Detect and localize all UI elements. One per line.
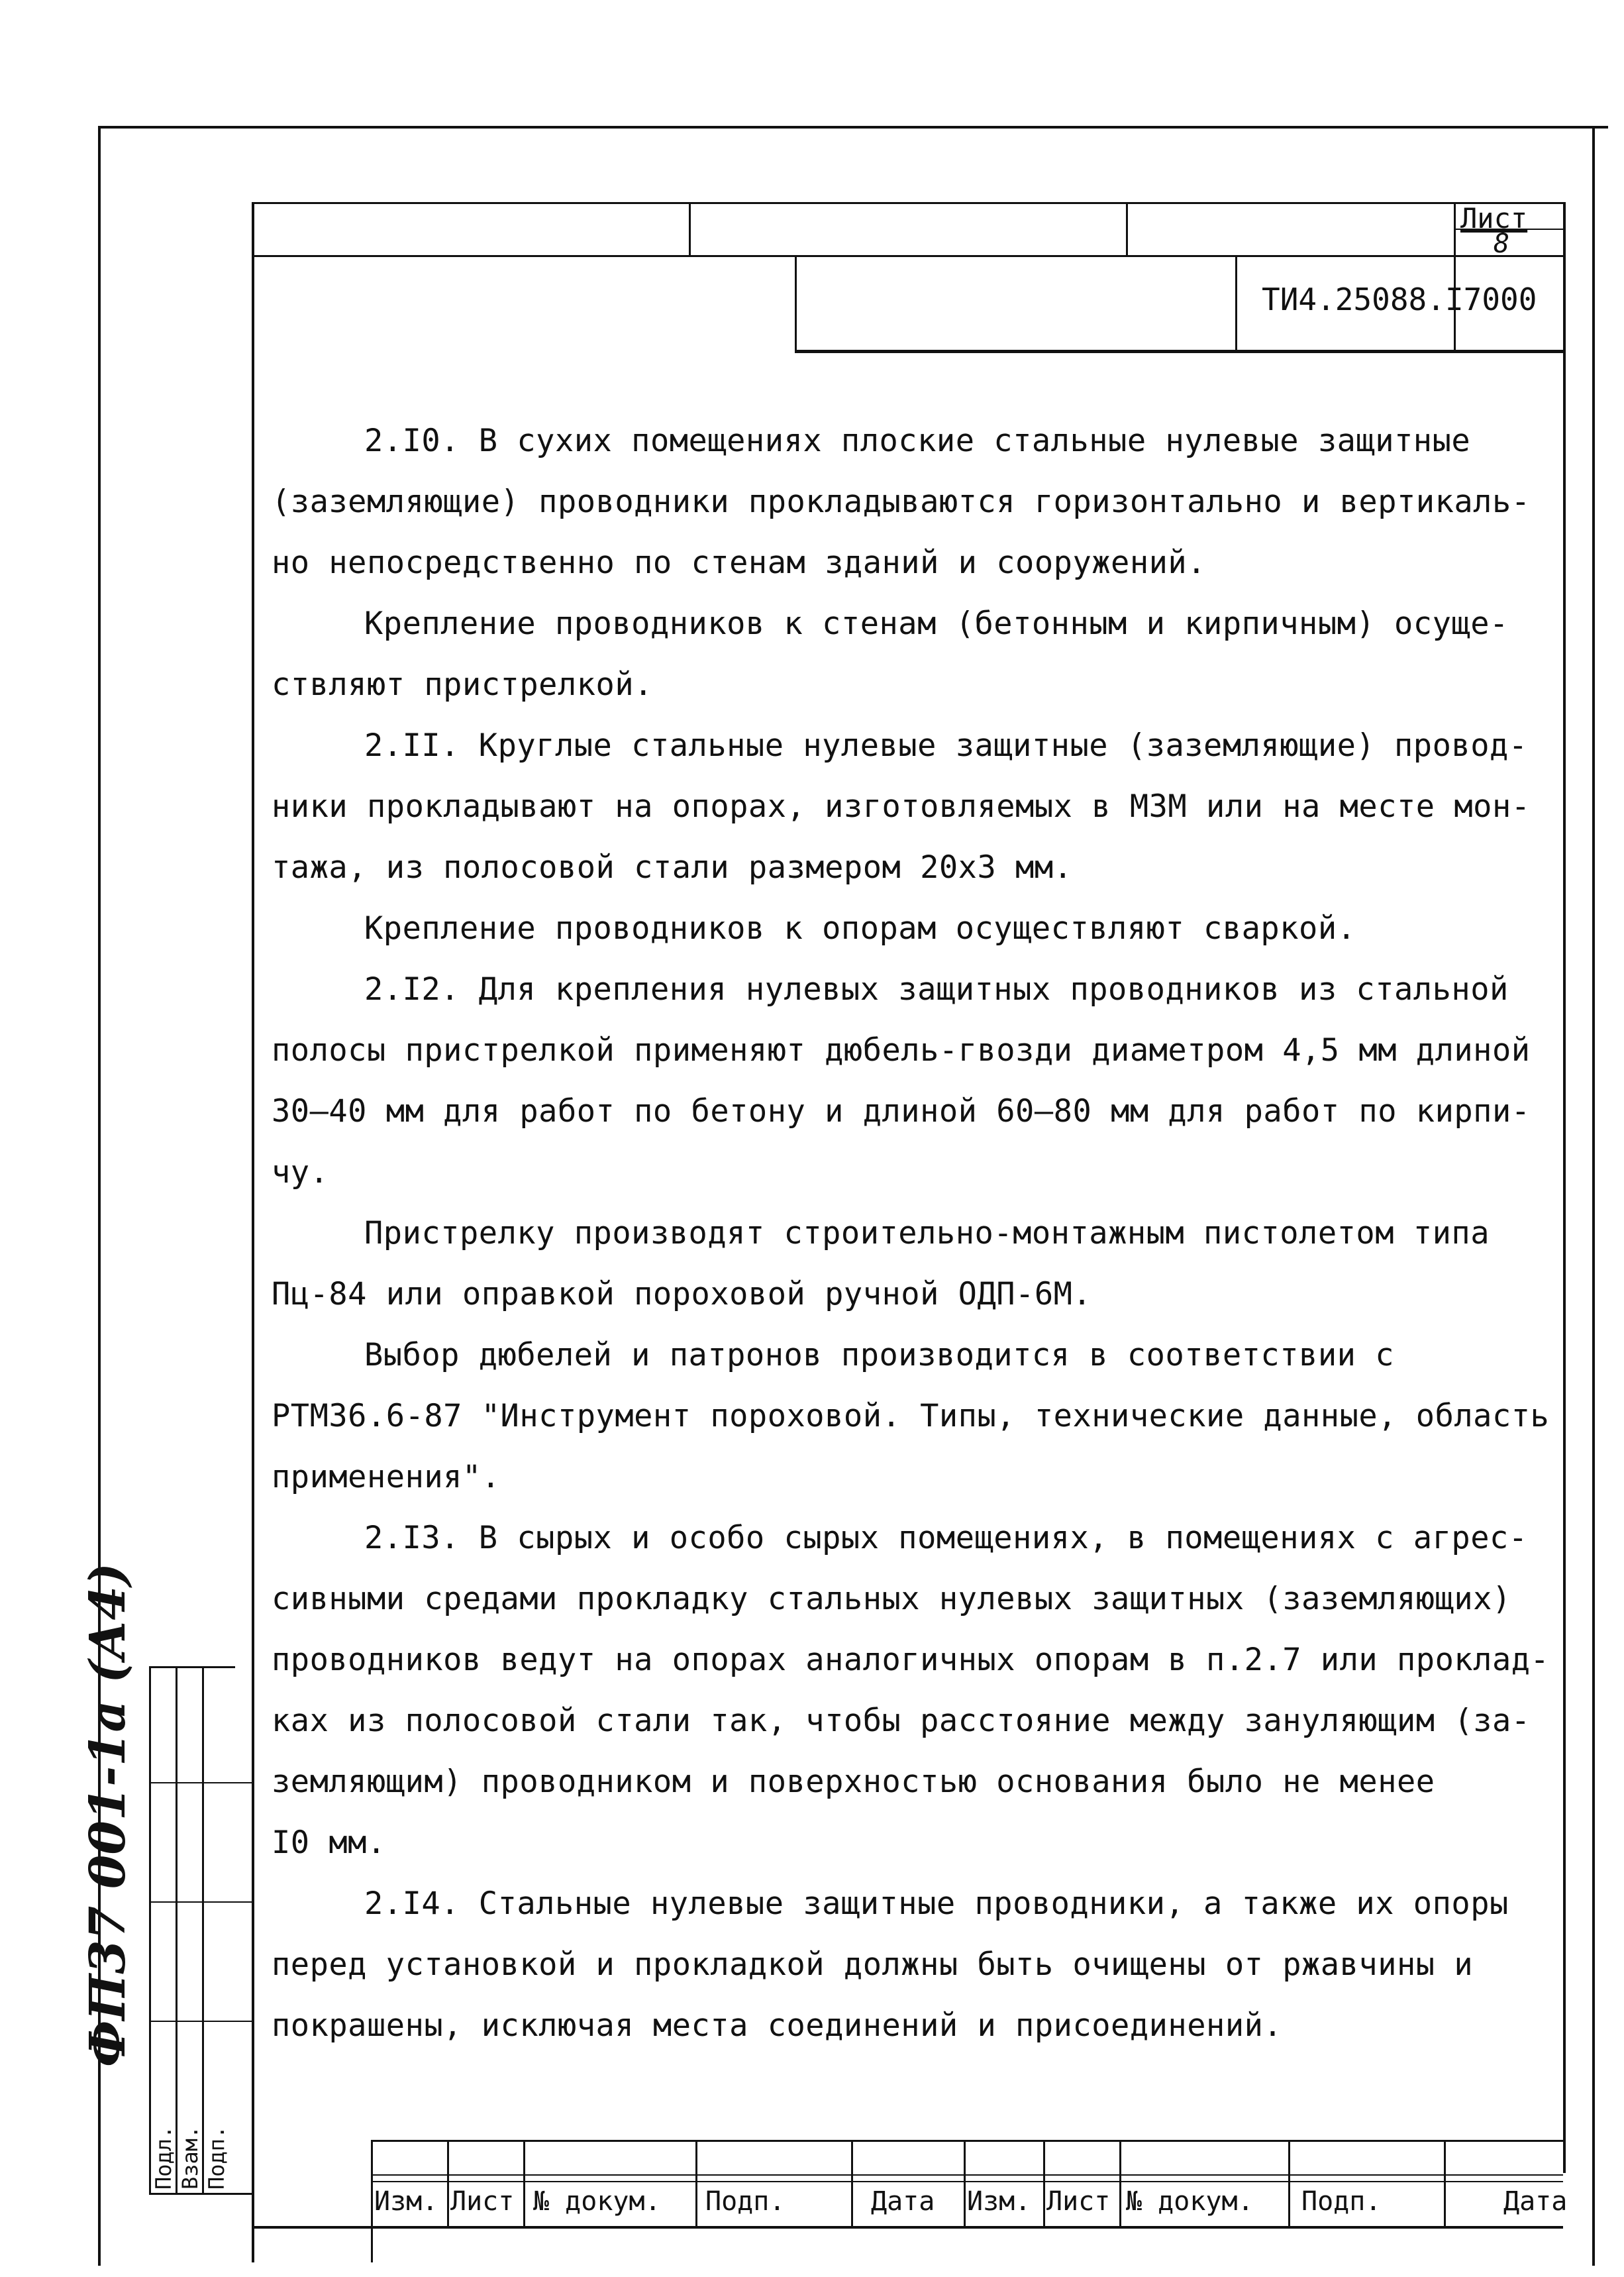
text-line: Пц-84 или оправкой пороховой ручной ОДП-6М. [272,1276,1092,1312]
sheet-number: 8 [1494,229,1510,259]
document-body [272,411,1550,2056]
stamp-cell-change: Изм. [967,2186,1031,2217]
stamp-cell-date: Дата [871,2186,935,2217]
outer-frame-top [98,126,1608,129]
inner-frame-right [1563,202,1566,2173]
form-code-label: ФП37 001-1а (А4) [79,1562,136,2067]
document-code: ТИ4.25088.I7000 [1262,282,1537,317]
text-line: РТМ36.6-87 "Инструмент пороховой. Типы, технические данные, область [272,1398,1550,1434]
inner-frame-left [252,202,254,2262]
text-line: тажа, из полосовой стали размером 20х3 мм. [272,849,1073,886]
sheet-label: Лист [1460,202,1528,235]
text-line: ках из полосовой стали так, чтобы расстояние между зануляющим (за- [272,1703,1531,1739]
text-line: ствляют пристрелкой. [272,666,653,703]
text-line: 2.I2. Для крепления нулевых защитных проводников из стальной [364,971,1509,1008]
side-label-replaced: Взам. [178,2125,203,2190]
text-line: I0 мм. [272,1825,386,1861]
side-label-signature: Подп. [204,2125,229,2190]
text-line: покрашены, исключая места соединений и присоединений. [272,2007,1283,2044]
text-line: применения". [272,1459,501,1495]
text-line: земляющим) проводником и поверхностью основания было не менее [272,1764,1435,1800]
stamp-cell-date: Дата [1503,2186,1568,2217]
outer-frame-right [1592,126,1595,2266]
stamp-cell-change: Изм. [374,2186,438,2217]
text-line: чу. [272,1154,329,1191]
text-line: 2.I3. В сырых и особо сырых помещениях, в помещениях с агрес- [364,1520,1528,1556]
stamp-cell-sheet: Лист [450,2186,515,2217]
text-line: Крепление проводников к стенам (бетонным и кирпичным) осуще- [364,606,1509,642]
stamp-cell-doc-number: № докум. [533,2186,661,2217]
text-line: проводников ведут на опорах аналогичных опорам в п.2.7 или проклад- [272,1642,1550,1678]
text-line: Пристрелку производят строительно-монтажным пистолетом типа [364,1215,1490,1251]
text-line: 2.I0. В сухих помещениях плоские стальные нулевые защитные [364,423,1471,459]
text-line: но непосредственно по стенам зданий и сооружений. [272,545,1207,581]
side-label-original: Подл. [151,2125,176,2190]
stamp-cell-sheet: Лист [1046,2186,1111,2217]
stamp-cell-doc-number: № докум. [1126,2186,1254,2217]
text-line: ники прокладывают на опорах, изготовляемых в МЗМ или на месте мон- [272,788,1531,825]
text-line: полосы пристрелкой применяют дюбель-гвозди диаметром 4,5 мм длиной [272,1032,1531,1069]
stamp-cell-signature: Подп. [1301,2186,1382,2217]
text-line: сивными средами прокладку стальных нулевых защитных (заземляющих) [272,1581,1511,1617]
text-line: (заземляющие) проводники прокладываются горизонтально и вертикаль- [272,484,1531,520]
text-line: Выбор дюбелей и патронов производится в соответствии с [364,1337,1395,1373]
text-line: Крепление проводников к опорам осуществляют сваркой. [364,910,1356,947]
text-line: перед установкой и прокладкой должны быть очищены от ржавчины и [272,1946,1474,1983]
stamp-cell-signature: Подп. [705,2186,786,2217]
text-line: 30—40 мм для работ по бетону и длиной 60—80 мм для работ по кирпи- [272,1093,1531,1130]
text-line: 2.II. Круглые стальные нулевые защитные (заземляющие) провод- [364,727,1528,764]
text-line: 2.I4. Стальные нулевые защитные проводники, а также их опоры [364,1885,1509,1922]
